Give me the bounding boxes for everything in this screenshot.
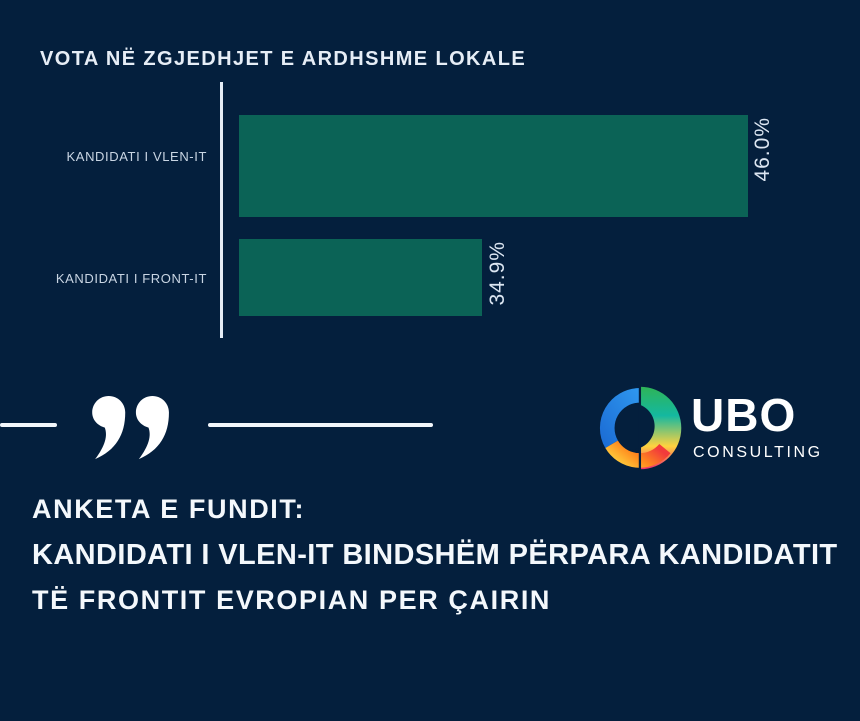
value-label-front: 34.9%	[486, 241, 509, 306]
bar-kandidati-front	[239, 239, 482, 316]
headline-block	[32, 494, 838, 616]
headline-line-1: ANKETA E FUNDIT:	[32, 494, 306, 524]
closing-double-quote-icon	[92, 396, 174, 464]
divider-line-left	[0, 423, 57, 427]
headline-line-3: TË FRONTIT EVROPIAN PER ÇAIRIN	[32, 585, 552, 615]
category-label-front: KANDIDATI I FRONT-IT	[55, 271, 207, 286]
ubo-logo-subtext: CONSULTING	[693, 444, 823, 461]
chart-title: VOTA NË ZGJEDHJET E ARDHSHME LOKALE	[40, 48, 527, 70]
bar-kandidati-vlen	[239, 115, 748, 217]
y-axis-line	[220, 82, 223, 338]
headline-line-2: KANDIDATI I VLEN-IT BINDSHËM PËRPARA KANDIDATIT	[32, 539, 838, 571]
category-label-vlen: KANDIDATI I VLEN-IT	[66, 149, 207, 164]
ubo-logo-icon	[597, 385, 683, 471]
divider-line-right	[208, 423, 433, 427]
value-label-vlen: 46.0%	[751, 117, 774, 182]
ubo-logo-text: UBO	[691, 389, 797, 441]
